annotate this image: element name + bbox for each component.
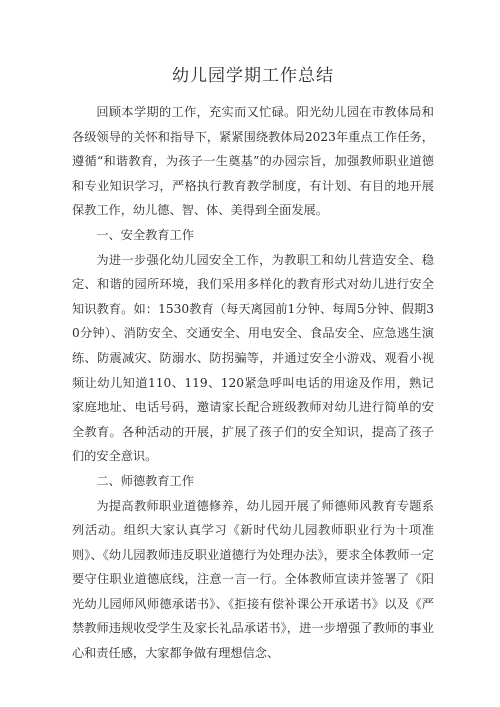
intro-paragraph: 回顾本学期的工作，充实而又忙碌。阳光幼儿园在市教体局和各级领导的关怀和指导下，紧紧围绕教体局2023年重点工作任务，遵循“和谐教育，为孩子一生奠基”的办园宗旨，加强教师职业道德和专业知识学习，严格执行教育教学制度，有计划、有目的地开展保教工作，幼儿德、智、体、美得到全面发展。	[72, 105, 434, 218]
section-body-ethics: 为提高教师职业道德修养，幼儿园开展了师德师风教育专题系列活动。组织大家认真学习《新时代幼儿园教师职业行为十项准则》、《幼儿园教师违反职业道德行为处理办法》，要求全体教师一定要守住职业道德底线，注意一言一行。全体教师宣读并签署了《阳光幼儿园师风师德承诺书》、《拒接有偿补课公开承诺书》以及《严禁教师违规收受学生及家长礼品承诺书》，进一步增强了教师的事业心和责任感，大家都争做有理想信念、	[72, 498, 434, 661]
section-heading-ethics: 二、师德教育工作	[96, 473, 194, 488]
section-heading-safety: 一、安全教育工作	[96, 227, 194, 242]
section-body-safety: 为进一步强化幼儿园安全工作，为教职工和幼儿营造安全、稳定、和谐的园所环境，我们采用多样化的教育形式对幼儿进行安全知识教育。如：1530教育（每天离园前1分钟、每周5分钟、假期30分钟）、消防安全、交通安全、用电安全、食品安全、应急逃生演练、防震减灾、防溺水、防拐骗等，并通过安全小游戏、观看小视频让幼儿知道110、119、120紧急呼叫电话的用途及作用，熟记家庭地址、电话号码，邀请家长配合班级教师对幼儿进行简单的安全教育。各种活动的开展，扩展了孩子们的安全知识，提高了孩子们的安全意识。	[72, 252, 434, 464]
document-title: 幼儿园学期工作总结	[172, 66, 334, 86]
